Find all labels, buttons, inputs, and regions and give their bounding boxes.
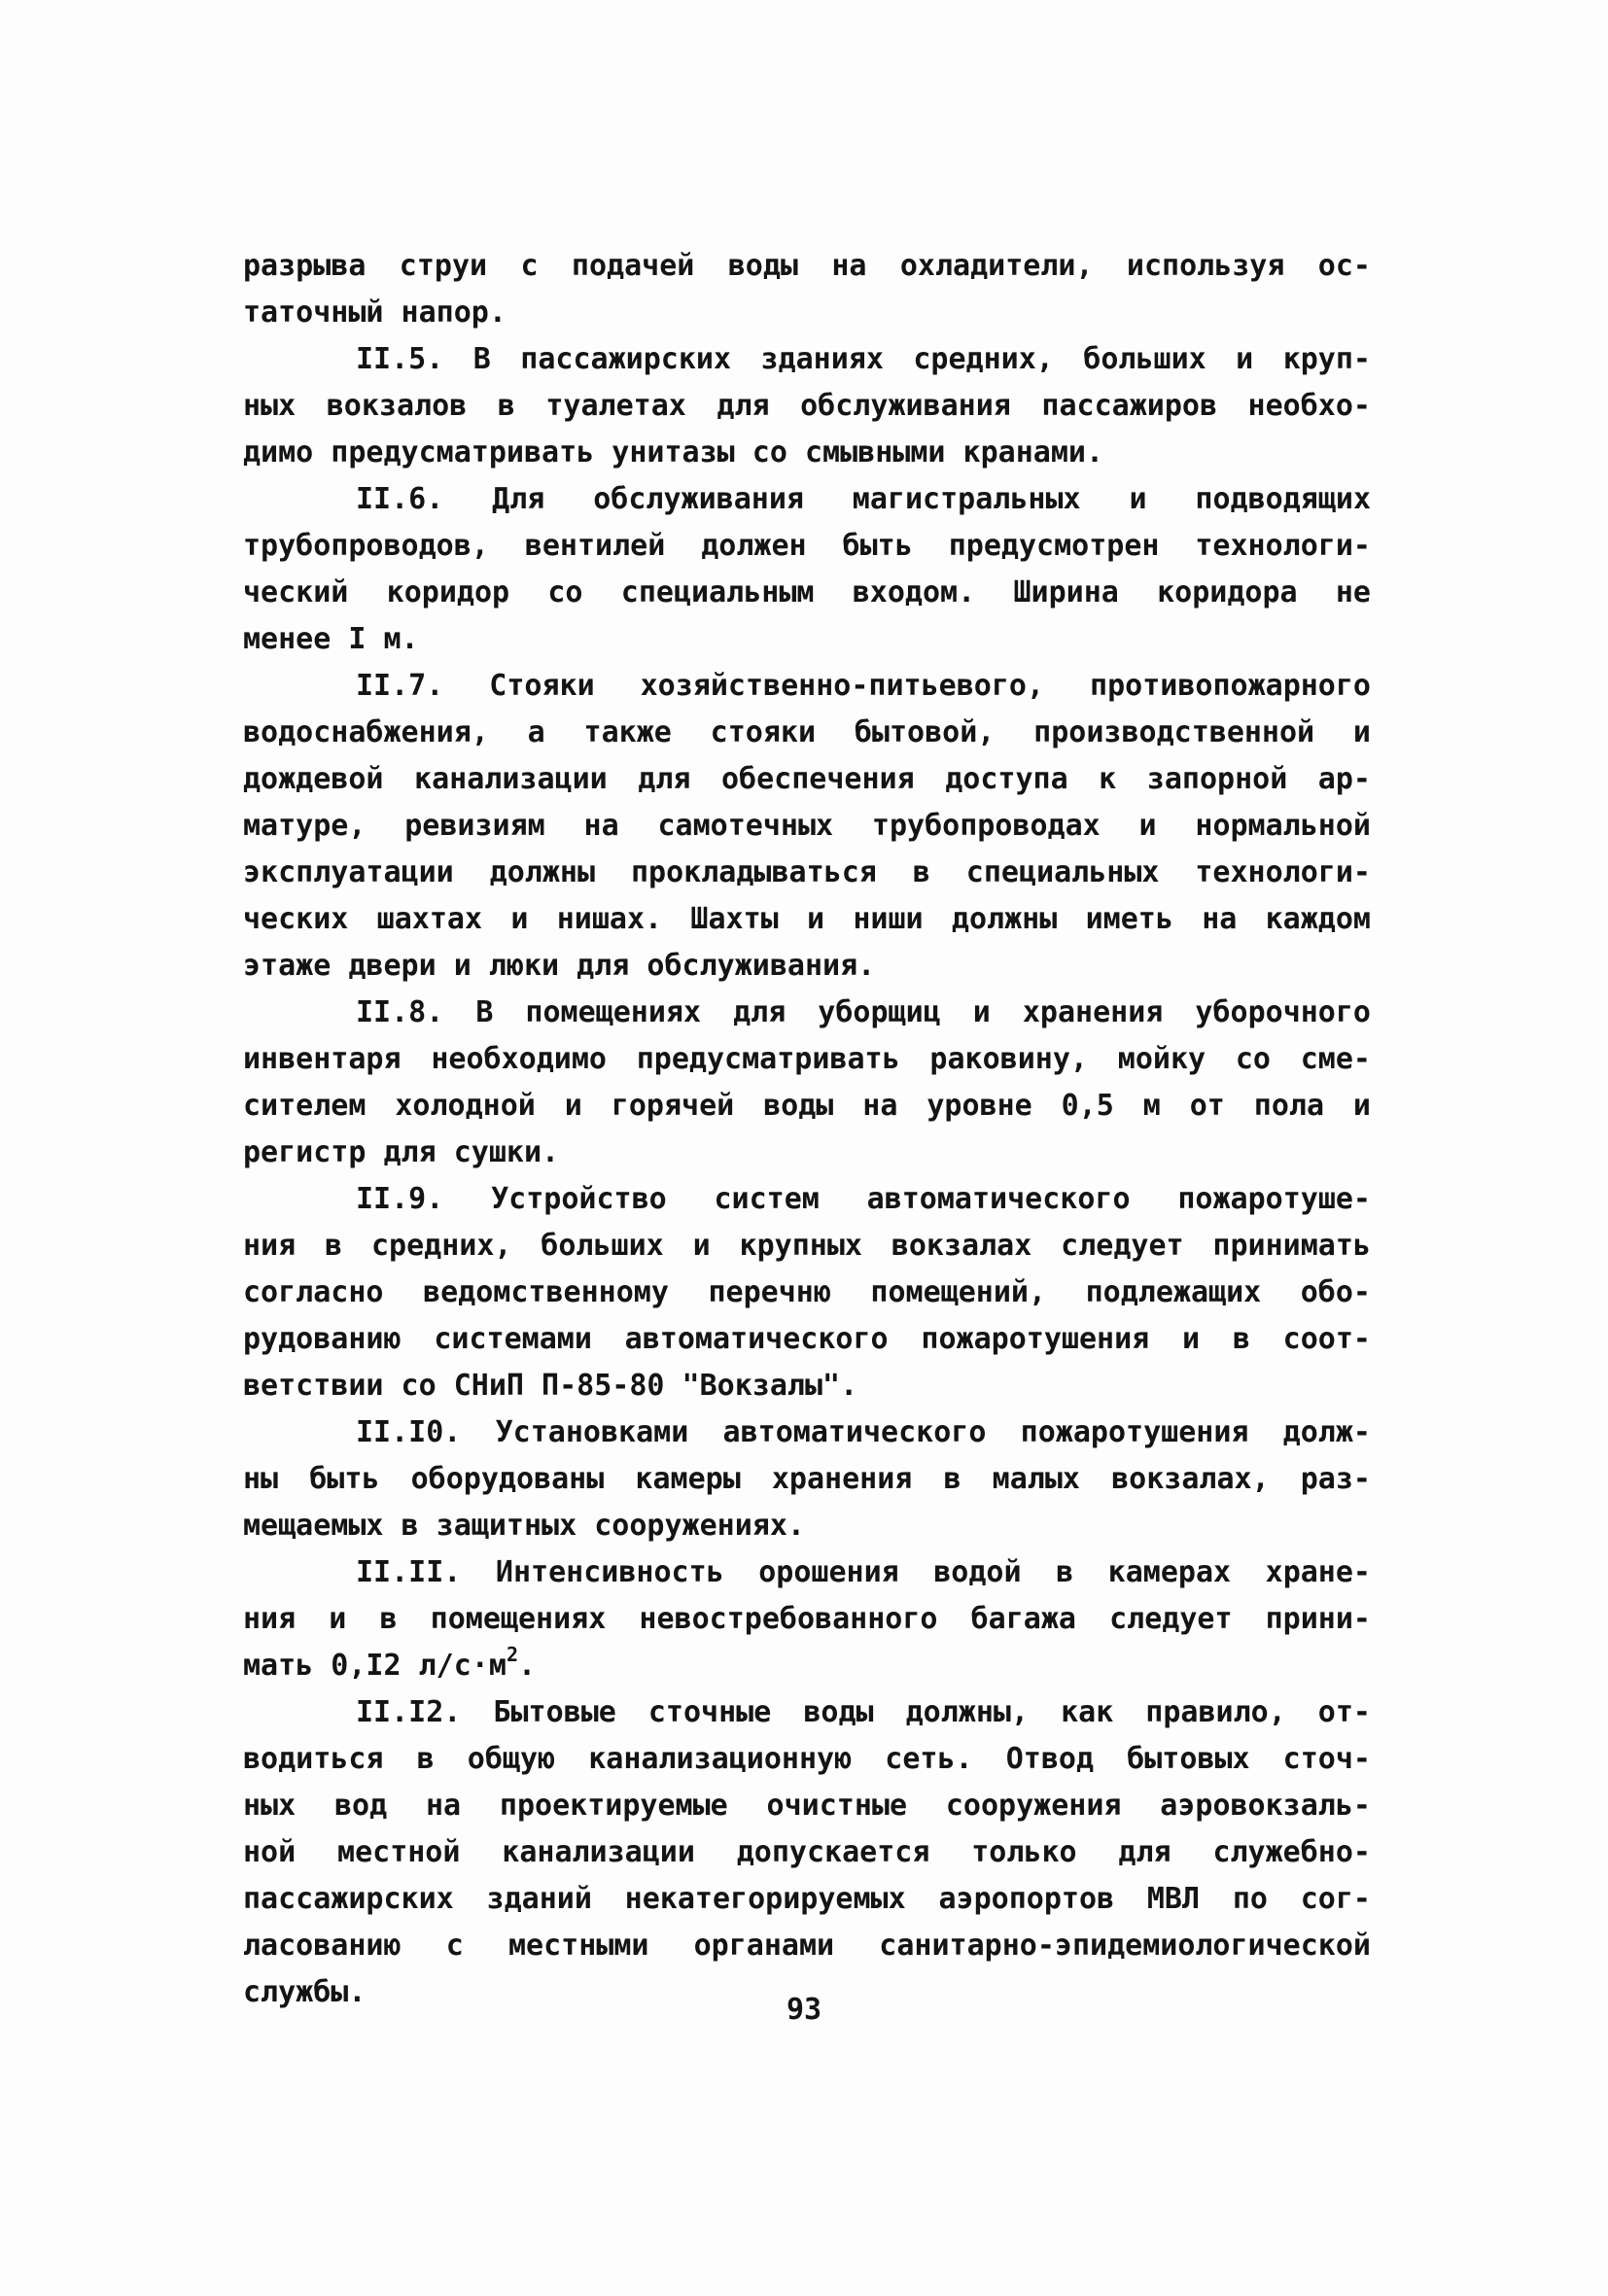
text-line: II.II. Интенсивность орошения водой в камерах хране- <box>356 1555 1371 1589</box>
text-line: II.7. Стояки хозяйственно-питьевого, противопожарного <box>356 669 1371 703</box>
text-line: рудованию системами автоматического пожаротушения и в соот- <box>243 1322 1371 1356</box>
text-line: сителем холодной и горячей воды на уровне 0,5 м от пола и <box>243 1089 1371 1123</box>
text-line: матуре, ревизиям на самотечных трубопроводах и нормальной <box>243 809 1371 843</box>
text-line: дождевой канализации для обеспечения доступа к запорной ар- <box>243 762 1371 796</box>
text-line: II.I2. Бытовые сточные воды должны, как правило, от- <box>356 1695 1371 1729</box>
text-line: эксплуатации должны прокладываться в специальных технологи- <box>243 855 1371 889</box>
text-line: согласно ведомственному перечню помещений, подлежащих обо- <box>243 1275 1371 1309</box>
text-line: водоснабжения, а также стояки бытовой, производственной и <box>243 715 1371 749</box>
text-line: разрыва струи с подачей воды на охладители, используя ос- <box>243 249 1371 283</box>
text-line: этаже двери и люки для обслуживания. <box>243 949 876 983</box>
text-line: инвентаря необходимо предусматривать раковину, мойку со сме- <box>243 1042 1371 1076</box>
formula-line <box>243 1643 1371 1689</box>
text-line: II.6. Для обслуживания магистральных и подводящих <box>356 482 1371 516</box>
text-line: менее I м. <box>243 622 419 656</box>
formula-suffix: . <box>517 1649 537 1683</box>
text-line: мещаемых в защитных сооружениях. <box>243 1509 805 1543</box>
text-line: ных вод на проектируемые очистные сооружения аэровокзаль- <box>243 1789 1371 1823</box>
page-number: 93 <box>786 1993 822 2027</box>
body-text <box>243 243 1371 2016</box>
text-line: ной местной канализации допускается только для служебно- <box>243 1835 1371 1869</box>
text-line: II.9. Устройство систем автоматического пожаротуше- <box>356 1182 1371 1216</box>
text-line: II.5. В пассажирских зданиях средних, больших и круп- <box>356 342 1371 376</box>
text-line: II.8. В помещениях для уборщиц и хранения уборочного <box>356 995 1371 1029</box>
text-line: ческих шахтах и нишах. Шахты и ниши должны иметь на каждом <box>243 902 1371 936</box>
text-line: пассажирских зданий некатегорируемых аэропортов МВЛ по сог- <box>243 1882 1371 1916</box>
formula-superscript: 2 <box>506 1643 518 1666</box>
text-line: II.I0. Установками автоматического пожаротушения долж- <box>356 1415 1371 1449</box>
formula-prefix: мать 0,I2 л/с·м <box>243 1649 507 1683</box>
text-line: ных вокзалов в туалетах для обслуживания пассажиров необхо- <box>243 389 1371 423</box>
text-line: ны быть оборудованы камеры хранения в малых вокзалах, раз- <box>243 1462 1371 1496</box>
text-line: водиться в общую канализационную сеть. Отвод бытовых сточ- <box>243 1742 1371 1776</box>
text-line: ния и в помещениях невостребованного багажа следует прини- <box>243 1602 1371 1636</box>
text-line: ческий коридор со специальным входом. Ширина коридора не <box>243 575 1371 609</box>
text-line: таточный напор. <box>243 296 507 330</box>
text-line: трубопроводов, вентилей должен быть предусмотрен технологи- <box>243 529 1371 563</box>
text-line: ласованию с местными органами санитарно-эпидемиологической <box>243 1929 1371 1963</box>
text-line: димо предусматривать унитазы со смывными кранами. <box>243 435 1104 470</box>
text-line: службы. <box>243 1975 367 2009</box>
text-line: ния в средних, больших и крупных вокзалах следует принимать <box>243 1229 1371 1263</box>
text-line: регистр для сушки. <box>243 1135 560 1169</box>
text-line: ветствии со СНиП П-85-80 "Вокзалы". <box>243 1369 858 1403</box>
